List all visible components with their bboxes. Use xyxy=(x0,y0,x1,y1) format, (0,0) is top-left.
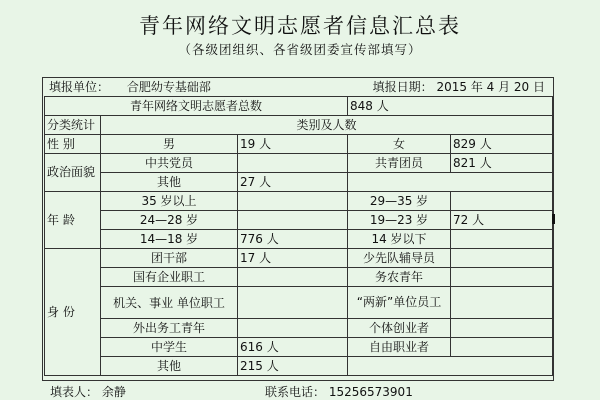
phone-row xyxy=(265,383,413,400)
table-row-identity-3 xyxy=(45,287,553,319)
filler-label: 填表人： xyxy=(50,385,99,399)
politics-other-value: 27 人 xyxy=(238,173,348,192)
age-r5-label: 14—18 岁 xyxy=(101,230,238,249)
league-value: 821 人 xyxy=(451,154,553,173)
politics-other-label: 其他 xyxy=(101,173,238,192)
age-r4-value: 72 人 xyxy=(451,211,553,230)
identity-i-label: 中学生 xyxy=(101,338,238,357)
unit-label: 填报单位： xyxy=(49,80,110,94)
age-r3-label: 24—28 岁 xyxy=(101,211,238,230)
table-row-age-3 xyxy=(45,230,553,249)
politics-empty xyxy=(348,173,553,192)
table-row-identity-2 xyxy=(45,268,553,287)
table-row-identity-1 xyxy=(45,249,553,268)
party-label: 中共党员 xyxy=(101,154,238,173)
date-row xyxy=(373,78,545,97)
phone-value: 15256573901 xyxy=(328,385,413,399)
female-label: 女 xyxy=(348,135,451,154)
identity-h-value xyxy=(451,319,553,338)
identity-i-value: 616 人 xyxy=(238,338,348,357)
filler-row xyxy=(50,383,126,400)
identity-g-label: 外出务工青年 xyxy=(101,319,238,338)
identity-f-label: “两新”单位员工 xyxy=(348,287,451,319)
table-row-identity-5 xyxy=(45,338,553,357)
male-label: 男 xyxy=(101,135,238,154)
age-r6-label: 14 岁以下 xyxy=(348,230,451,249)
page-title: 青年网络文明志愿者信息汇总表 xyxy=(139,14,461,38)
age-r3-value xyxy=(238,211,348,230)
age-r1-value xyxy=(238,192,348,211)
table-row-politics-2 xyxy=(45,173,553,192)
identity-a-label: 团干部 xyxy=(101,249,238,268)
age-r2-value xyxy=(451,192,553,211)
identity-d-label: 务农青年 xyxy=(348,268,451,287)
table-row-identity-6 xyxy=(45,357,553,376)
identity-label: 身 份 xyxy=(45,249,101,376)
identity-j-label: 自由职业者 xyxy=(348,338,451,357)
age-r2-label: 29—35 岁 xyxy=(348,192,451,211)
age-label: 年 龄 xyxy=(45,192,101,249)
summary-table xyxy=(44,96,553,376)
table-row-total xyxy=(45,97,553,116)
table-row-politics-1 xyxy=(45,154,553,173)
total-value: 848 人 xyxy=(348,97,553,116)
table-row-gender xyxy=(45,135,553,154)
male-value: 19 人 xyxy=(238,135,348,154)
page-subtitle: （各级团组织、各省级团委宣传部填写） xyxy=(178,42,422,57)
phone-label: 联系电话： xyxy=(265,385,326,399)
filler-value: 余静 xyxy=(101,385,126,399)
gender-label: 性 别 xyxy=(45,135,101,154)
identity-j-value xyxy=(451,338,553,357)
table-row-age-2 xyxy=(45,211,553,230)
identity-e-label: 机关、事业 单位职工 xyxy=(101,287,238,319)
category-label: 分类统计 xyxy=(45,116,101,135)
date-label: 填报日期： xyxy=(372,80,433,94)
identity-empty xyxy=(348,357,553,376)
identity-c-label: 国有企业职工 xyxy=(101,268,238,287)
date-value: 2015 年 4 月 20 日 xyxy=(436,80,545,94)
edge-mark xyxy=(552,214,555,224)
party-value xyxy=(238,154,348,173)
identity-e-value xyxy=(238,287,348,319)
table-row-identity-4 xyxy=(45,319,553,338)
identity-k-label: 其他 xyxy=(101,357,238,376)
identity-h-label: 个体创业者 xyxy=(348,319,451,338)
identity-f-value xyxy=(451,287,553,319)
age-r1-label: 35 岁以上 xyxy=(101,192,238,211)
age-r5-value: 776 人 xyxy=(238,230,348,249)
identity-b-value xyxy=(451,249,553,268)
identity-c-value xyxy=(238,268,348,287)
age-r4-label: 19—23 岁 xyxy=(348,211,451,230)
table-row-category xyxy=(45,116,553,135)
politics-label: 政治面貌 xyxy=(45,154,101,192)
identity-k-value: 215 人 xyxy=(238,357,348,376)
table-row-age-1 xyxy=(45,192,553,211)
identity-b-label: 少先队辅导员 xyxy=(348,249,451,268)
league-label: 共青团员 xyxy=(348,154,451,173)
female-value: 829 人 xyxy=(451,135,553,154)
category-value: 类别及人数 xyxy=(101,116,553,135)
identity-d-value xyxy=(451,268,553,287)
age-r6-value xyxy=(451,230,553,249)
identity-g-value xyxy=(238,319,348,338)
identity-a-value: 17 人 xyxy=(238,249,348,268)
unit-value: 合肥幼专基础部 xyxy=(126,80,211,94)
total-label: 青年网络文明志愿者总数 xyxy=(45,97,348,116)
unit-row xyxy=(49,78,211,97)
